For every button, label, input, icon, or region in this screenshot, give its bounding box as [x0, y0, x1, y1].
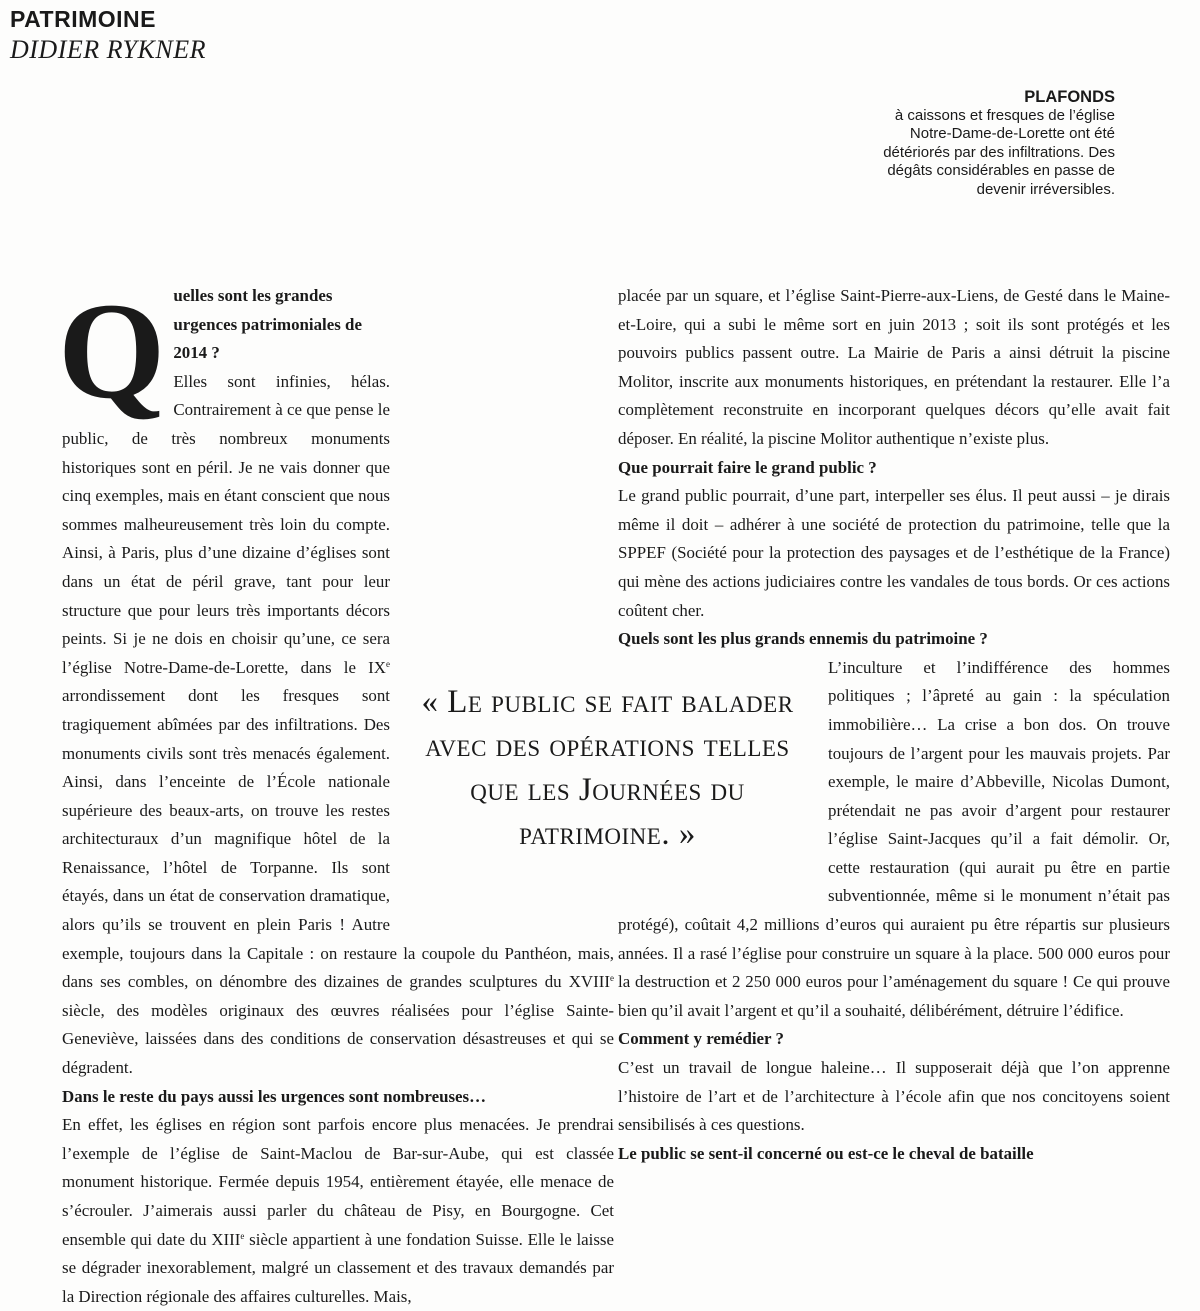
question-1: uelles sont les grandes urgences patrimoniales de 2014 ?: [173, 286, 362, 363]
answer-5: C’est un travail de longue haleine… Il supposerait déjà que l’on apprenne l’histoire de l’art et de l’architecture à l’école afin que nos concitoyens soient sensibilisés à ces questions.: [618, 1058, 1170, 1135]
answer-1: Elles sont infinies, hélas. Contrairement à ce que pense le public, de très nombreux monuments historiques sont en péril. Je ne vais donner que cinq exemples, mais en étant conscient que nous sommes malheureusement très loin du compte. Ainsi, à Paris, plus d’une dizaine d’églises sont dans un état de péril grave, tant pour leur structure que pour leurs très importants décors peints. Si je ne dois en choisir qu’une, ce sera l’église Notre-Dame-de-Lorette, dans le IXe arrondissement dont les fresques sont tragiquement abîmées par des infiltrations. Des monuments civils sont très menacés également. Ainsi, dans l’enceinte de l’École nationale supérieure des beaux-arts, on trouve les restes architecturaux d’un magnifique hôtel de la Renaissance, l’hôtel de Torpanne. Ils sont étayés, dans un état de conservation dramatique, alors qu’ils se trouvent en plein Paris ! Autre exemple, toujours dans la Capitale : on restaure la coupole du Panthéon, mais, dans ses combles, on dénombre des dizaines de grandes sculptures du XVIIIe siècle, des modèles originaux des œuvres réalisées pour l’église Sainte-Geneviève, laissées dans des conditions de conservation désastreuses et qui se dégradent.: [62, 371, 614, 1078]
answer-continued: placée par un square, et l’église Saint-Pierre-aux-Liens, de Gesté dans le Maine-et-Loire, qui a subi le même sort en juin 2013 ; soit ils sont protégés et les pouvoirs publics passent outre. La Mairie de Paris a ainsi détruit la piscine Molitor, inscrite aux monuments historiques, en prétendant la restaurer. Elle l’a complètement reconstruite en incorporant quelques décors qu’elle avait fait déposer. En réalité, la piscine Molitor authentique n’existe plus.: [618, 286, 1170, 448]
question-6: Le public se sent-il concerné ou est-ce le cheval de bataille: [618, 1143, 1034, 1163]
question-3: Que pourrait faire le grand public ?: [618, 457, 877, 477]
drop-cap: Q: [58, 274, 166, 427]
answer-2: En effet, les églises en région sont parfois encore plus menacées. Je prendrai l’exemple de l’église de Saint-Maclou de Bar-sur-Aube, qui est classée monument historique. Fermée depuis 1954, entièrement étayée, elle menace de s’écrouler. J’aimerais aussi parler du château de Pisy, en Bourgogne. Cet ensemble qui date du XIIIe siècle appartient à une fondation Suisse. Elle le laisse se dégrader inexorablement, malgré un classement et des travaux demandés par la Direction régionale des affaires culturelles. Mais,: [62, 1115, 614, 1306]
answer-3: Le grand public pourrait, d’une part, interpeller ses élus. Il peut aussi – je dirais même il doit – adhérer à une société de protection du patrimoine, telle que la SPPEF (Société pour la protection des paysages et de l’esthétique de la France) qui mène des actions judiciaires contre les vandales de tous bords. Or ces actions coûtent cher.: [618, 486, 1170, 620]
pull-quote: « Le public se fait balader avec des opérations telles que les Journées du patrimoine. »: [421, 684, 794, 852]
photo-caption: [865, 88, 1115, 200]
caption-text: à caissons et fresques de l’église Notre-Dame-de-Lorette ont été détériorés par des infiltrations. Des dégâts considérables en passe de devenir irréversibles.: [883, 106, 1115, 198]
section-rubric: PATRIMOINE: [10, 6, 156, 32]
page-header: [10, 6, 206, 65]
question-2: Dans le reste du pays aussi les urgences sont nombreuses…: [62, 1086, 487, 1106]
question-4: Quels sont les plus grands ennemis du patrimoine ?: [618, 629, 988, 649]
caption-title: PLAFONDS: [1024, 88, 1115, 106]
answer-4: L’inculture et l’indifférence des hommes politiques ; l’âpreté au gain : la spéculation immobilière… La crise a bon dos. On trouve toujours de l’argent pour les mauvais projets. Par exemple, le maire d’Abbeville, Nicolas Dumont, prétendait ne pas avoir d’argent pour restaurer l’église Saint-Jacques qu’il a fait démolir. Or, cette restauration (qui aurait pu être en partie subventionnée, même si le monument n’était pas protégé), coûtait 4,2 millions d’euros qui auraient pu être répartis sur plusieurs années. Il a rasé l’église pour construire un square à la place. 500 000 euros pour la destruction et 2 250 000 euros pour l’aménagement du square ! Ce qui prouve bien qu’il avait l’argent et qu’il a souhaité, délibérément, détruire l’édifice.: [618, 657, 1170, 1020]
question-5: Comment y remédier ?: [618, 1029, 784, 1049]
author-name: DIDIER RYKNER: [10, 35, 206, 64]
